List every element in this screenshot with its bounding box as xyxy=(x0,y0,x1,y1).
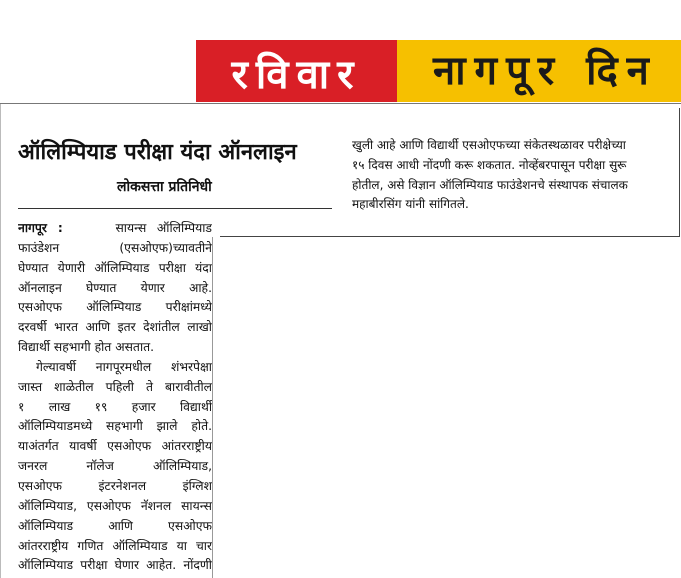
body-line: महाबीरसिंग यांनी सांगितले. xyxy=(352,197,469,212)
body-line: याअंतर्गत यावर्षी एसओएफ आंतरराष्ट्रीय xyxy=(18,439,212,454)
top-rule xyxy=(0,103,681,104)
body-line: ऑलिम्पियाड आणि एसओएफ xyxy=(18,518,212,533)
body-line: एसओएफ इंटरनेशनल इंग्लिश xyxy=(18,478,212,493)
body-line: होतील, असे विज्ञान ऑलिम्पियाड फाउंडेशनचे संस्थापक संचालक xyxy=(352,177,628,192)
body-line: खुली आहे आणि विद्यार्थी एसओएफच्या संकेतस्थळावर परीक्षेच्या xyxy=(352,138,626,152)
article-body-left-column xyxy=(18,219,212,576)
column-rule xyxy=(212,237,213,578)
section-banner: रविवार xyxy=(196,40,397,102)
body-line: जनरल नॉलेज ऑलिम्पियाड, xyxy=(18,459,212,474)
headline-separator xyxy=(18,208,332,209)
clipping-border-bottom xyxy=(220,236,680,237)
article-headline: ऑलिम्पियाड परीक्षा यंदा ऑनलाइन xyxy=(18,140,297,165)
body-line: फाउंडेशन (एसओएफ)च्यावतीने xyxy=(18,240,212,255)
article-body-right-column xyxy=(352,136,672,215)
article-byline: लोकसत्ता प्रतिनिधी xyxy=(117,179,212,195)
body-line: १ लाख १९ हजार विद्यार्थी xyxy=(18,399,212,414)
body-line: आंतरराष्ट्रीय गणित ऑलिम्पियाड या चार xyxy=(18,538,212,553)
body-line: गेल्यावर्षी नागपूरमधील शंभरपेक्षा xyxy=(36,359,212,374)
body-line-text: सायन्स ऑलिम्पियाड xyxy=(115,221,212,235)
body-line xyxy=(18,219,212,239)
body-line: एसओएफ ऑलिम्पियाड परीक्षांमध्ये xyxy=(18,300,212,315)
body-line: ऑनलाइन घेण्यात येणार आहे. xyxy=(18,280,212,295)
body-line: घेण्यात येणारी ऑलिम्पियाड परीक्षा यंदा xyxy=(18,260,212,275)
body-line: १५ दिवस आधी नोंदणी करू शकतात. नोव्हेंबरपासून परीक्षा सुरू xyxy=(352,157,627,172)
body-line: ऑलिम्पियाड परीक्षा घेणार आहेत. नोंदणी xyxy=(18,558,212,573)
dateline: नागपूर : xyxy=(18,221,63,235)
body-line: विद्यार्थी सहभागी होत असतात. xyxy=(18,340,155,355)
edition-banner: नागपूर दिन xyxy=(397,40,681,102)
body-line: दरवर्षी भारत आणि इतर देशांतील लाखो xyxy=(18,320,212,335)
body-line: ऑलिम्पियाड, एसओएफ नॅशनल सायन्स xyxy=(18,498,212,513)
page-edge-rule xyxy=(0,104,1,578)
body-line: जास्त शाळेतील पहिली ते बारावीतील xyxy=(18,379,212,394)
clipping-border-right xyxy=(679,108,680,236)
body-line: ऑलिम्पियाडमध्ये सहभागी झाले होते. xyxy=(18,419,212,434)
